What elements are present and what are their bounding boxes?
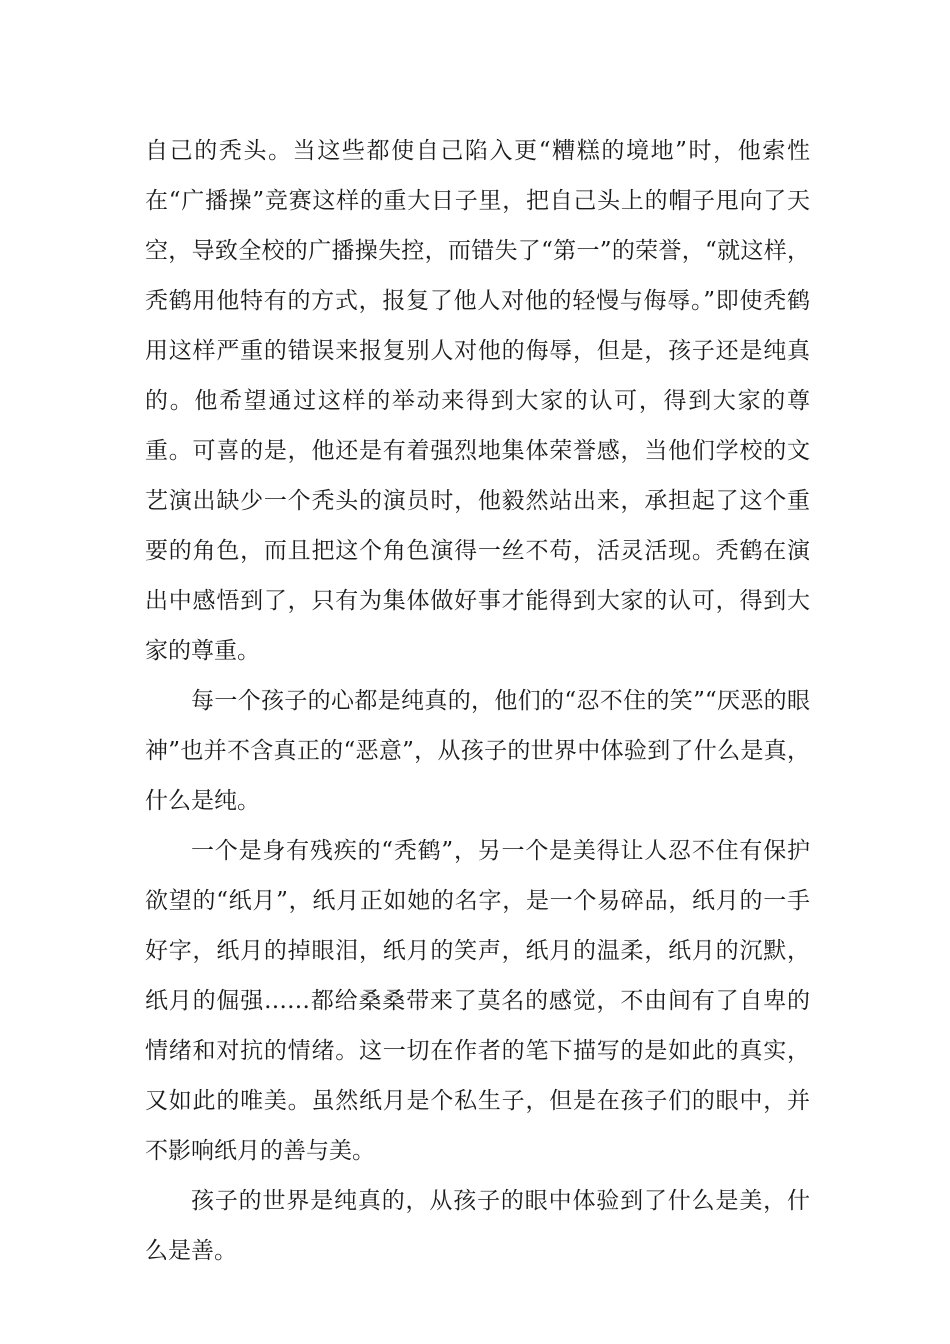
paragraph-continuation: 自己的秃头。当这些都使自己陷入更“糟糕的境地”时，他索性在“广播操”竞赛这样的重大日子里，把自己头上的帽子甩向了天空，导致全校的广播操失控，而错失了“第一”的荣誉，“就这样，秃鹤用他特有的方式，报复了他人对他的轻慢与侮辱。”即使秃鹤用这样严重的错误来报复别人对他的侮辱，但是，孩子还是纯真的。他希望通过这样的举动来得到大家的认可，得到大家的尊重。可喜的是，他还是有着强烈地集体荣誉感，当他们学校的文艺演出缺少一个秃头的演员时，他毅然站出来，承担起了这个重要的角色，而且把这个角色演得一丝不苟，活灵活现。秃鹤在演出中感悟到了，只有为集体做好事才能得到大家的认可，得到大家的尊重。 xyxy=(145,138,810,664)
document-body xyxy=(145,126,810,1276)
paragraph: 孩子的世界是纯真的，从孩子的眼中体验到了什么是美，什么是善。 xyxy=(145,1188,810,1264)
paragraph: 每一个孩子的心都是纯真的，他们的“忍不住的笑”“厌恶的眼神”也并不含真正的“恶意”，从孩子的世界中体验到了什么是真，什么是纯。 xyxy=(145,688,810,814)
paragraph: 一个是身有残疾的“秃鹤”，另一个是美得让人忍不住有保护欲望的“纸月”，纸月正如她的名字，是一个易碎品，纸月的一手好字，纸月的掉眼泪，纸月的笑声，纸月的温柔，纸月的沉默，纸月的倔强……都给桑桑带来了莫名的感觉，不由间有了自卑的情绪和对抗的情绪。这一切在作者的笔下描写的是如此的真实，又如此的唯美。虽然纸月是个私生子，但是在孩子们的眼中，并不影响纸月的善与美。 xyxy=(145,838,810,1164)
